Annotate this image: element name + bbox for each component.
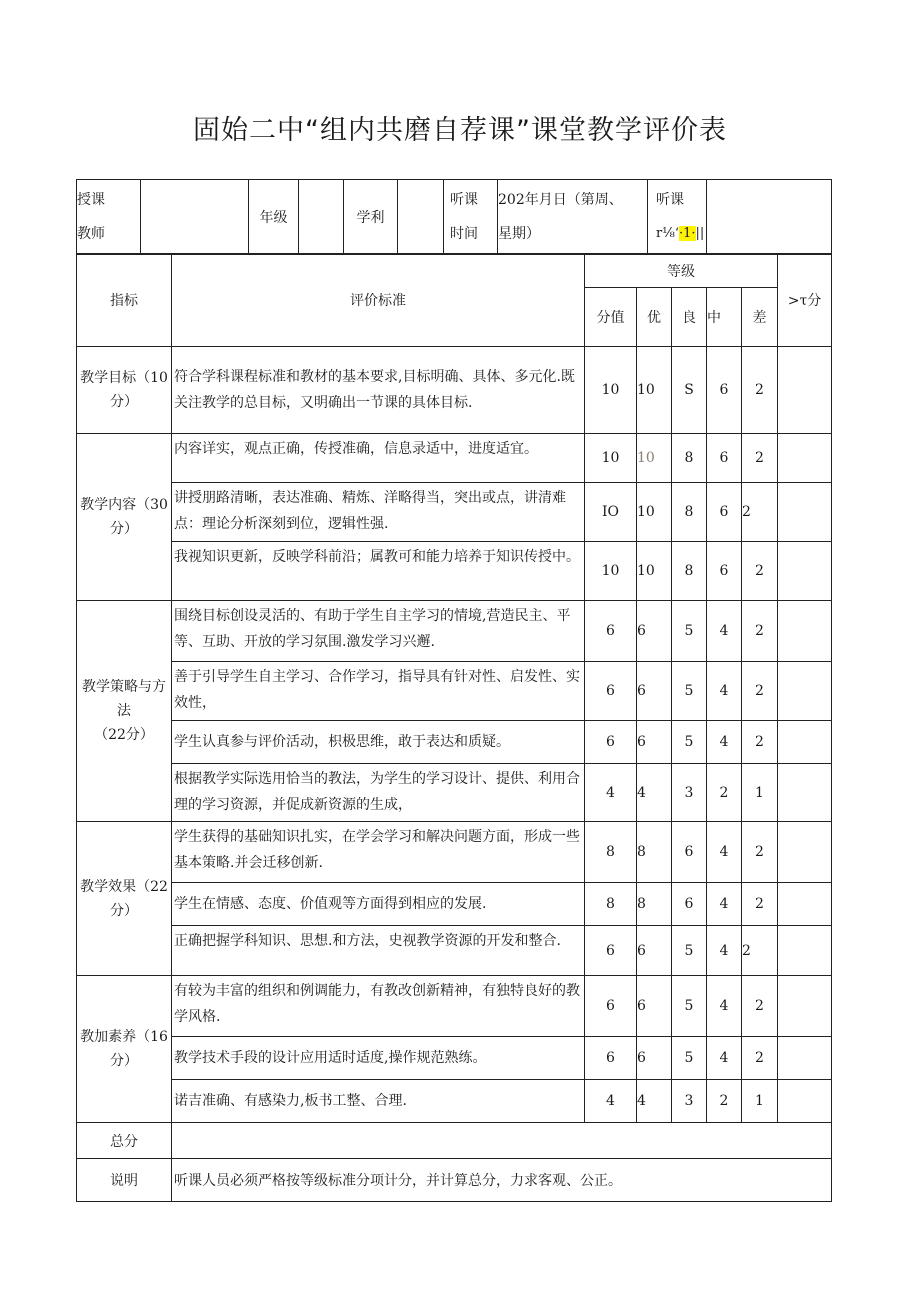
indicator-line3: （22分） — [94, 727, 154, 743]
table-row — [77, 483, 832, 542]
medium-cell: 4 — [707, 883, 742, 926]
listen-field[interactable] — [707, 180, 832, 255]
good-cell: 3 — [672, 1080, 707, 1123]
time-label-line1: 听课 — [450, 192, 478, 208]
poor-cell: 2 — [742, 822, 778, 883]
date-line2: 星期） — [498, 226, 540, 242]
header-level: 等级 — [585, 254, 778, 288]
evaluation-table — [76, 253, 832, 1202]
score-cell: IO — [585, 483, 637, 542]
table-row — [77, 926, 832, 976]
good-cell: 3 — [672, 764, 707, 822]
table-row — [77, 976, 832, 1037]
poor-cell: 2 — [742, 434, 778, 483]
criteria-cell: 有较为丰富的组织和例调能力，有教改创新精神，有独特良好的教学风格. — [172, 976, 585, 1037]
header-indicator: 指标 — [77, 254, 172, 347]
result-cell[interactable] — [778, 976, 832, 1037]
medium-cell: 6 — [707, 434, 742, 483]
date-line1: 202年月日（第周、 — [498, 192, 623, 208]
total-row — [77, 1123, 832, 1159]
indicator-cell: 教学效果（22分） — [77, 822, 172, 976]
criteria-cell: 学生在情感、态度、价值观等方面得到相应的发展. — [172, 883, 585, 926]
score-cell: 6 — [585, 1037, 637, 1080]
header-score: 分值 — [585, 288, 637, 347]
excellent-cell: 6 — [637, 601, 672, 662]
criteria-cell: 正确把握学科知识、思想.和方法，史视教学资源的开发和整合. — [172, 926, 585, 976]
result-cell[interactable] — [778, 483, 832, 542]
result-cell[interactable] — [778, 347, 832, 434]
result-cell[interactable] — [778, 721, 832, 764]
table-row — [77, 542, 832, 601]
table-row — [77, 347, 832, 434]
criteria-cell: 我视知识更新，反映学科前沿；属教可和能力培养于知识传授中。 — [172, 542, 585, 601]
medium-cell: 4 — [707, 1037, 742, 1080]
result-cell[interactable] — [778, 764, 832, 822]
grade-field[interactable] — [299, 180, 344, 255]
result-cell[interactable] — [778, 883, 832, 926]
good-cell: 5 — [672, 662, 707, 721]
table-row — [77, 434, 832, 483]
medium-cell: 2 — [707, 1080, 742, 1123]
good-cell: 6 — [672, 883, 707, 926]
excellent-cell: 6 — [637, 721, 672, 764]
good-cell: 5 — [672, 1037, 707, 1080]
time-label — [444, 180, 498, 255]
good-cell: 5 — [672, 721, 707, 764]
result-cell[interactable] — [778, 822, 832, 883]
poor-cell: 2 — [742, 926, 778, 976]
poor-cell: 1 — [742, 764, 778, 822]
result-cell[interactable] — [778, 926, 832, 976]
poor-cell: 2 — [742, 347, 778, 434]
criteria-cell: 教学技术手段的设计应用适时适度,操作规范熟练。 — [172, 1037, 585, 1080]
subject-label: 学利 — [344, 180, 398, 255]
result-cell[interactable] — [778, 662, 832, 721]
poor-cell: 2 — [742, 1037, 778, 1080]
criteria-cell: 根据教学实际选用恰当的教法，为学生的学习设计、提供、利用合理的学习资源，并促成新资源的生成， — [172, 764, 585, 822]
medium-cell: 6 — [707, 347, 742, 434]
medium-cell: 4 — [707, 601, 742, 662]
poor-cell: 2 — [742, 483, 778, 542]
good-cell: 5 — [672, 926, 707, 976]
poor-cell: 2 — [742, 721, 778, 764]
excellent-cell: 10 — [637, 434, 672, 483]
medium-cell: 6 — [707, 542, 742, 601]
score-cell: 6 — [585, 601, 637, 662]
score-cell: 6 — [585, 976, 637, 1037]
header-excellent: 优 — [637, 288, 672, 347]
table-row — [77, 764, 832, 822]
time-label-line2: 时间 — [450, 226, 478, 242]
result-cell[interactable] — [778, 1080, 832, 1123]
score-cell: 4 — [585, 764, 637, 822]
excellent-cell: 6 — [637, 662, 672, 721]
table-row — [77, 662, 832, 721]
note-label: 说明 — [77, 1159, 172, 1202]
medium-cell: 4 — [707, 662, 742, 721]
table-row — [77, 822, 832, 883]
result-cell[interactable] — [778, 542, 832, 601]
listen-label-line2 — [656, 217, 706, 251]
teacher-field[interactable] — [141, 180, 249, 255]
page-title: 固始二中“组内共磨自荐课”课堂教学评价表 — [193, 115, 727, 146]
header-result: >τ分 — [778, 254, 832, 347]
indicator-cell — [77, 601, 172, 822]
indicator-cell: 教学内容（30分） — [77, 434, 172, 601]
excellent-cell: 10 — [637, 483, 672, 542]
good-cell: 8 — [672, 434, 707, 483]
score-cell: 6 — [585, 926, 637, 976]
indicator-line2: 法 — [117, 703, 131, 719]
result-cell[interactable] — [778, 601, 832, 662]
total-label: 总分 — [77, 1123, 172, 1159]
score-cell: 6 — [585, 662, 637, 721]
header-poor: 差 — [742, 288, 778, 347]
subject-field[interactable] — [398, 180, 444, 255]
criteria-cell: 诺吉准确、有感染力,板书工整、合理. — [172, 1080, 585, 1123]
excellent-cell: 6 — [637, 1037, 672, 1080]
listen-glyph-a: r⅛‘ — [656, 226, 679, 241]
score-cell: 8 — [585, 822, 637, 883]
medium-cell: 4 — [707, 721, 742, 764]
indicator-line1: 教学策略与方 — [82, 679, 166, 695]
listen-label-line1: 听课 — [656, 192, 684, 208]
header-medium: 中 — [707, 288, 742, 347]
listen-glyph-highlight: ·1· — [678, 226, 696, 241]
criteria-cell: 学生认真参与评价活动，枳极思维，敢于表达和质疑。 — [172, 721, 585, 764]
result-cell[interactable] — [778, 434, 832, 483]
header-criteria: 评价标准 — [172, 254, 585, 347]
teacher-label — [77, 180, 141, 255]
grade-label: 年级 — [249, 180, 299, 255]
table-row — [77, 601, 832, 662]
score-cell: 10 — [585, 434, 637, 483]
medium-cell: 4 — [707, 926, 742, 976]
poor-cell: 2 — [742, 601, 778, 662]
note-row — [77, 1159, 832, 1202]
listen-label — [648, 180, 707, 255]
good-cell: 8 — [672, 483, 707, 542]
total-field[interactable] — [172, 1123, 832, 1159]
excellent-cell: 8 — [637, 822, 672, 883]
excellent-cell: 10 — [637, 542, 672, 601]
criteria-cell: 符合学科课程标准和教材的基本要求,目标明确、具体、多元化.既关注教学的总目标，又明确出一节课的具体目标. — [172, 347, 585, 434]
excellent-cell: 8 — [637, 883, 672, 926]
score-cell: 4 — [585, 1080, 637, 1123]
good-cell: 5 — [672, 601, 707, 662]
criteria-cell: 围绕目标创设灵活的、有助于学生自主学习的情境,营造民主、平等、互助、开放的学习氛围.激发学习兴邂. — [172, 601, 585, 662]
poor-cell: 2 — [742, 662, 778, 721]
criteria-cell: 讲授朋路清晰，表达准确、精炼、洋略得当，突出或点，讲清难点：理论分析深刻到位，逻辑性强. — [172, 483, 585, 542]
poor-cell: 1 — [742, 1080, 778, 1123]
indicator-cell: 教学目标（10分） — [77, 347, 172, 434]
excellent-cell: 6 — [637, 926, 672, 976]
excellent-cell: 6 — [637, 976, 672, 1037]
score-cell: 10 — [585, 347, 637, 434]
info-table — [76, 179, 832, 255]
poor-cell: 2 — [742, 542, 778, 601]
good-cell: 5 — [672, 976, 707, 1037]
medium-cell: 4 — [707, 822, 742, 883]
table-row — [77, 1080, 832, 1123]
poor-cell: 2 — [742, 883, 778, 926]
teacher-label-line2: 教师 — [77, 226, 105, 242]
score-cell: 6 — [585, 721, 637, 764]
medium-cell: 2 — [707, 764, 742, 822]
medium-cell: 4 — [707, 976, 742, 1037]
criteria-cell: 内容详实，观点正确，传授准确，信息录适中，进度适宜。 — [172, 434, 585, 483]
note-text: 听课人员必须严格按等级标准分项计分，并计算总分，力求客观、公正。 — [172, 1159, 832, 1202]
good-cell: S — [672, 347, 707, 434]
indicator-cell: 教加素养（16分） — [77, 976, 172, 1123]
excellent-cell: 4 — [637, 764, 672, 822]
table-row — [77, 721, 832, 764]
table-row — [77, 883, 832, 926]
excellent-cell: 10 — [637, 347, 672, 434]
date-field[interactable] — [498, 180, 648, 255]
score-cell: 10 — [585, 542, 637, 601]
listen-glyph-c: || — [695, 226, 705, 241]
medium-cell: 6 — [707, 483, 742, 542]
criteria-cell: 善于引导学生自主学习、合作学习，指导具有针对性、启发性、实效性， — [172, 662, 585, 721]
table-row — [77, 1037, 832, 1080]
poor-cell: 2 — [742, 976, 778, 1037]
score-cell: 8 — [585, 883, 637, 926]
result-cell[interactable] — [778, 1037, 832, 1080]
header-good: 良 — [672, 288, 707, 347]
excellent-cell: 4 — [637, 1080, 672, 1123]
good-cell: 8 — [672, 542, 707, 601]
criteria-cell: 学生获得的基础知识扎实，在学会学习和解决问题方面，形成一些基本策略.并会迁移创新. — [172, 822, 585, 883]
good-cell: 6 — [672, 822, 707, 883]
teacher-label-line1: 授课 — [77, 192, 105, 208]
